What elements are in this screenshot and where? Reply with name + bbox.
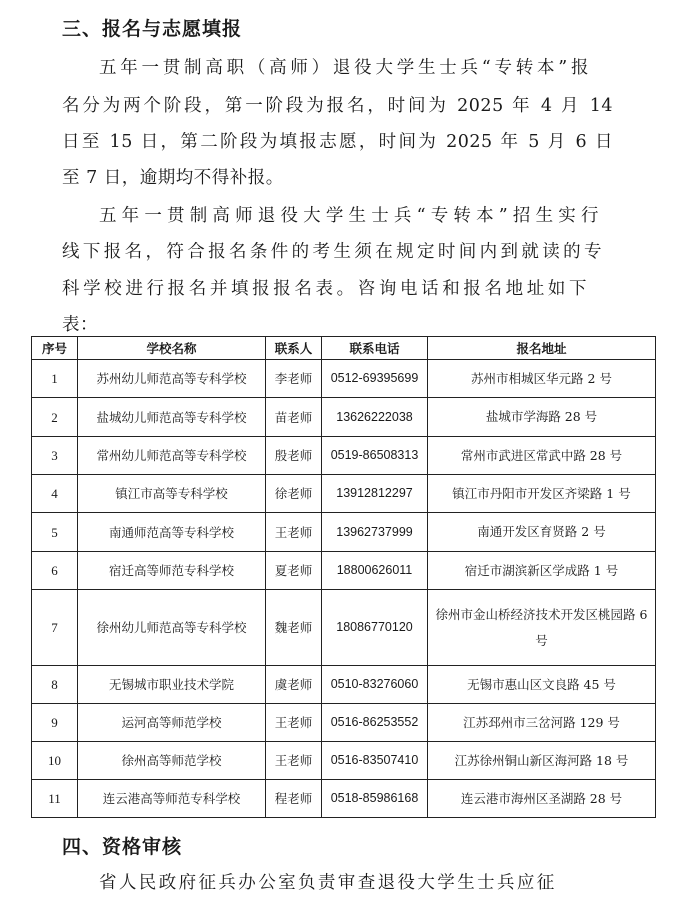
cell-phone: 18086770120 bbox=[322, 590, 428, 666]
cell-contact: 王老师 bbox=[266, 704, 322, 742]
paragraph-line: 名分为两个阶段，第一阶段为报名，时间为 2025 年 4 月 14 bbox=[62, 96, 613, 116]
cell-school: 南通师范高等专科学校 bbox=[78, 513, 266, 552]
table-row bbox=[32, 666, 656, 704]
cell-contact: 徐老师 bbox=[266, 475, 322, 513]
cell-school: 徐州幼儿师范高等专科学校 bbox=[78, 590, 266, 666]
cell-phone: 0516-86253552 bbox=[322, 704, 428, 742]
table-row bbox=[32, 590, 656, 666]
cell-address: 无锡市惠山区文良路 45 号 bbox=[428, 666, 656, 704]
cell-number: 9 bbox=[32, 704, 78, 742]
registration-table bbox=[31, 336, 656, 818]
cell-address: 常州市武进区常武中路 28 号 bbox=[428, 437, 656, 475]
cell-contact: 苗老师 bbox=[266, 398, 322, 437]
cell-address: 宿迁市湖滨新区学成路 1 号 bbox=[428, 552, 656, 590]
cell-address: 江苏邳州市三岔河路 129 号 bbox=[428, 704, 656, 742]
paragraph-line: 省人民政府征兵办公室负责审查退役大学生士兵应征 bbox=[99, 873, 557, 893]
cell-contact: 程老师 bbox=[266, 780, 322, 818]
cell-address: 镇江市丹阳市开发区齐梁路 1 号 bbox=[428, 475, 656, 513]
table-row bbox=[32, 780, 656, 818]
cell-contact: 王老师 bbox=[266, 742, 322, 780]
cell-address: 盐城市学海路 28 号 bbox=[428, 398, 656, 437]
header-contact: 联系人 bbox=[266, 337, 322, 360]
cell-school: 运河高等师范学校 bbox=[78, 704, 266, 742]
cell-school: 盐城幼儿师范高等专科学校 bbox=[78, 398, 266, 437]
table-row bbox=[32, 742, 656, 780]
cell-contact: 李老师 bbox=[266, 360, 322, 398]
cell-contact: 王老师 bbox=[266, 513, 322, 552]
cell-phone: 0516-83507410 bbox=[322, 742, 428, 780]
paragraph-line: 五年一贯制高职（高师）退役大学生士兵“专转本”报 bbox=[99, 58, 589, 78]
cell-contact: 虞老师 bbox=[266, 666, 322, 704]
cell-phone: 13962737999 bbox=[322, 513, 428, 552]
cell-number: 11 bbox=[32, 780, 78, 818]
paragraph-line: 科学校进行报名并填报报名表。咨询电话和报名地址如下 bbox=[62, 279, 587, 299]
table-row bbox=[32, 360, 656, 398]
cell-contact: 夏老师 bbox=[266, 552, 322, 590]
table-row bbox=[32, 704, 656, 742]
header-school-name: 学校名称 bbox=[78, 337, 266, 360]
cell-contact: 殷老师 bbox=[266, 437, 322, 475]
cell-number: 2 bbox=[32, 398, 78, 437]
cell-school: 常州幼儿师范高等专科学校 bbox=[78, 437, 266, 475]
cell-phone: 0512-69395699 bbox=[322, 360, 428, 398]
paragraph-line: 表： bbox=[62, 315, 98, 335]
cell-phone: 0519-86508313 bbox=[322, 437, 428, 475]
cell-address: 南通开发区育贤路 2 号 bbox=[428, 513, 656, 552]
cell-number: 7 bbox=[32, 590, 78, 666]
section-3-heading: 三、报名与志愿填报 bbox=[62, 18, 243, 40]
cell-number: 5 bbox=[32, 513, 78, 552]
cell-phone: 0510-83276060 bbox=[322, 666, 428, 704]
cell-address: 江苏徐州铜山新区海河路 18 号 bbox=[428, 742, 656, 780]
cell-school: 无锡城市职业技术学院 bbox=[78, 666, 266, 704]
table-row bbox=[32, 552, 656, 590]
cell-address: 苏州市相城区华元路 2 号 bbox=[428, 360, 656, 398]
cell-school: 镇江市高等专科学校 bbox=[78, 475, 266, 513]
cell-number: 1 bbox=[32, 360, 78, 398]
table-row bbox=[32, 475, 656, 513]
table-header-row bbox=[32, 337, 656, 360]
cell-number: 6 bbox=[32, 552, 78, 590]
cell-number: 4 bbox=[32, 475, 78, 513]
cell-school: 连云港高等师范专科学校 bbox=[78, 780, 266, 818]
cell-address: 徐州市金山桥经济技术开发区桃园路 6 号 bbox=[428, 590, 656, 666]
paragraph-line: 线下报名，符合报名条件的考生须在规定时间内到就读的专 bbox=[62, 242, 602, 262]
table-row bbox=[32, 437, 656, 475]
header-address: 报名地址 bbox=[428, 337, 656, 360]
paragraph-line: 日至 15 日，第二阶段为填报志愿，时间为 2025 年 5 月 6 日 bbox=[62, 132, 613, 152]
paragraph-line: 五年一贯制高师退役大学生士兵“专转本”招生实行 bbox=[99, 206, 599, 226]
section-4-heading: 四、资格审核 bbox=[62, 836, 183, 858]
cell-address: 连云港市海州区圣湖路 28 号 bbox=[428, 780, 656, 818]
cell-school: 宿迁高等师范专科学校 bbox=[78, 552, 266, 590]
table-row bbox=[32, 398, 656, 437]
cell-number: 8 bbox=[32, 666, 78, 704]
cell-number: 10 bbox=[32, 742, 78, 780]
cell-phone: 13626222038 bbox=[322, 398, 428, 437]
table-row bbox=[32, 513, 656, 552]
header-number: 序号 bbox=[32, 337, 78, 360]
cell-phone: 0518-85986168 bbox=[322, 780, 428, 818]
cell-school: 徐州高等师范学校 bbox=[78, 742, 266, 780]
cell-number: 3 bbox=[32, 437, 78, 475]
header-phone: 联系电话 bbox=[322, 337, 428, 360]
paragraph-line: 至 7 日，逾期均不得补报。 bbox=[62, 168, 284, 188]
cell-phone: 18800626011 bbox=[322, 552, 428, 590]
cell-phone: 13912812297 bbox=[322, 475, 428, 513]
cell-school: 苏州幼儿师范高等专科学校 bbox=[78, 360, 266, 398]
cell-contact: 魏老师 bbox=[266, 590, 322, 666]
